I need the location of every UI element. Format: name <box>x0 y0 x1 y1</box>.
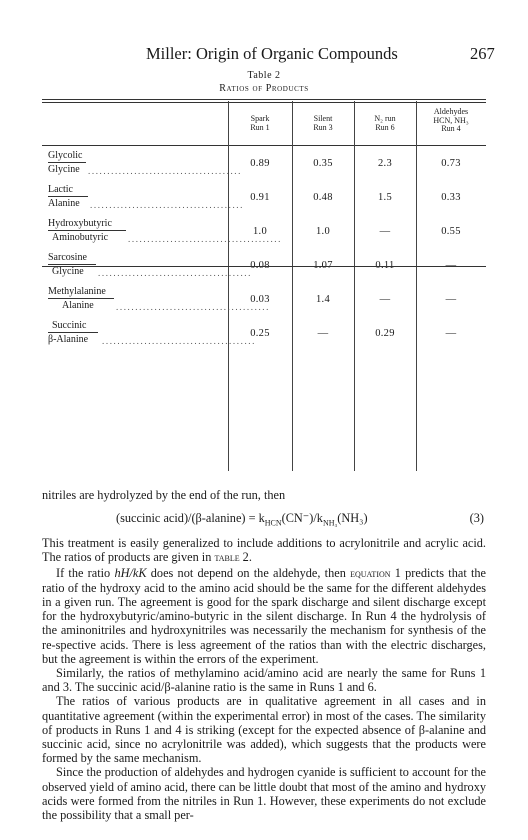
table-bottom-rule <box>42 266 486 267</box>
table-reference: table <box>214 552 240 565</box>
denominator: Alanine <box>48 198 80 209</box>
body-text <box>42 488 486 822</box>
table-cell: 1.07 <box>313 260 333 271</box>
table-row <box>42 149 486 183</box>
table-cell: 0.35 <box>313 158 333 169</box>
table-row <box>42 319 486 353</box>
table-cell: — <box>379 226 391 237</box>
table-cell: 0.91 <box>250 192 270 203</box>
paragraph: Similarly, the ratios of methylamino acid/amino acid are nearly the same for Runs 1 and 3. The succinic acid/β-alanine ratio is the same in Runs 1 and 6. <box>42 666 486 695</box>
column-header-n2: N₂ run Run 6 <box>374 114 396 132</box>
table-cell: — <box>445 328 457 339</box>
table-row <box>42 183 486 217</box>
table-cell: 1.4 <box>315 294 331 305</box>
numerator: Methylalanine <box>48 286 106 297</box>
ratio-label <box>48 183 244 213</box>
dot-leaders: ........................................ <box>102 336 256 346</box>
ratio-symbol: hH/kK <box>114 565 147 580</box>
ratio-label <box>48 149 242 179</box>
table-cell: 0.25 <box>250 328 270 339</box>
denominator: Glycine <box>48 164 80 175</box>
dot-leaders: ........................................ <box>88 166 242 176</box>
table-cell: 0.55 <box>441 226 461 237</box>
table-cell: 1.5 <box>377 192 393 203</box>
denominator: Glycine <box>52 266 84 277</box>
ratios-table <box>42 101 486 471</box>
table-cell: 0.29 <box>375 328 395 339</box>
page-number: 267 <box>470 44 495 63</box>
intro-paragraph: nitriles are hydrolyzed by the end of the run, then <box>42 488 286 502</box>
equation-3 <box>42 506 486 531</box>
equation-expression: (succinic acid)/(β-alanine) = $k_{HCN}(CN^-)/k_{NH_3}(NH_3)$ <box>116 511 368 528</box>
numerator: Hydroxybutyric <box>48 218 112 229</box>
table-cell: 0.33 <box>441 192 461 203</box>
column-header-aldehydes: Aldehydes HCN, NH₃ Run 4 <box>433 107 469 133</box>
fraction-bar <box>48 264 96 265</box>
table-caption: Ratios of Products <box>219 83 309 94</box>
table-cell: 1.0 <box>315 226 331 237</box>
numerator: Succinic <box>52 320 87 331</box>
fraction-bar <box>48 230 126 231</box>
numerator: Lactic <box>48 184 73 195</box>
paragraph: The ratios of various products are in qualitative agreement in all cases and in quantitative agreement (within the experimental error) in most of the cases. The similarity of products in Runs 1 and 4 is striking (except for the expected absence of β-alanine and succinic acid, since no acrylonitrile was added), which suggests that the products were formed by the same mechanism. <box>42 694 486 766</box>
dot-leaders: ........................................ <box>116 302 270 312</box>
table-cell: 0.89 <box>250 158 270 169</box>
table-cell: — <box>445 260 457 271</box>
fraction-bar <box>48 162 86 163</box>
table-cell: — <box>379 294 391 305</box>
numerator: Sarcosine <box>48 252 87 263</box>
table-cell: 0.11 <box>375 260 395 271</box>
equation-reference: equation <box>350 567 391 580</box>
table-top-rule-1 <box>42 99 486 100</box>
table-row <box>42 251 486 285</box>
dot-leaders: ........................................ <box>98 268 252 278</box>
column-header-silent: Silent Run 3 <box>313 114 333 132</box>
paragraph: Since the production of aldehydes and hydrogen cyanide is sufficient to account for the observed yield of amino acid, there can be little doubt that most of the amino and hydroxy acids were formed from the nitriles in Run 1. However, these experiments do not exclude the possibility that a small per- <box>42 765 486 823</box>
table-cell: 0.08 <box>250 260 270 271</box>
ratio-label <box>48 319 256 349</box>
table-cell: 0.03 <box>250 294 270 305</box>
table-cell: 2.3 <box>377 158 393 169</box>
table-row <box>42 285 486 319</box>
column-header-spark: Spark Run 1 <box>250 114 270 132</box>
dot-leaders: ........................................ <box>128 234 282 244</box>
table-cell: — <box>317 328 329 339</box>
table-cell: — <box>445 294 457 305</box>
header-rule <box>42 145 486 146</box>
running-title: Miller: Origin of Organic Compounds <box>146 44 398 63</box>
table-cell: 1.0 <box>252 226 268 237</box>
denominator: Alanine <box>62 300 94 311</box>
table-cell: 0.48 <box>313 192 333 203</box>
paragraph: If the ratio hH/kK does not depend on the aldehyde, then equation 1 predicts that the ratio of the hydroxy acid to the amino acid should be the same for the different aldehydes in a given run. The agreement is good for the spark discharge and silent discharge except for the hydroxybutyric/amino-butyric in the silent discharge. In Run 4 the hydrolysis of the aminonitriles and hydroxynitriles was necessarily the mechanism for synthesis of the re-spective acids. There is less agreement of the ratios than with the electric discharges, but the agreement is within the errors of the experiment. <box>42 565 486 666</box>
paragraph: This treatment is easily generalized to include additions to acrylonitrile and acrylic acid. The ratios of products are given in table 2. <box>42 536 486 565</box>
numerator: Glycolic <box>48 150 83 161</box>
equation-number: (3) <box>469 511 484 526</box>
dot-leaders: ........................................ <box>90 200 244 210</box>
fraction-bar <box>48 196 88 197</box>
fraction-bar <box>48 332 98 333</box>
table-row <box>42 217 486 251</box>
table-number: Table 2 <box>247 70 281 81</box>
running-head <box>0 44 528 64</box>
denominator: Aminobutyric <box>52 232 109 243</box>
fraction-bar <box>48 298 114 299</box>
table-cell: 0.73 <box>441 158 461 169</box>
denominator: β-Alanine <box>48 334 89 345</box>
